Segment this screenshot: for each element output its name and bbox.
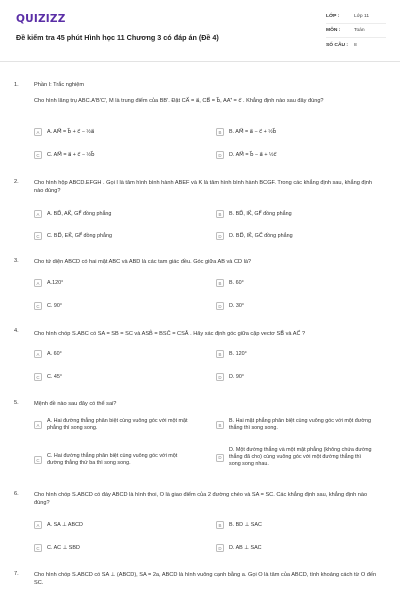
option-label: B. BD ⊥ SAC [229, 521, 262, 528]
option-key-box: C [34, 151, 42, 159]
question-1-text: Cho hình lăng trụ ABC.A'B'C', M là trung điểm của BB'. Đặt CA⃗ = a⃗, CB⃗ = b⃗, AA'⃗ = c⃗ . Khẳng định nào sau đây đúng? [34, 98, 324, 104]
question-6-option-a[interactable] [34, 521, 83, 529]
option-label: D. AB ⊥ SAC [229, 544, 262, 551]
option-label: D. BD⃗, IK⃗, GC⃗ đồng phẳng [229, 232, 293, 239]
question-1-option-d[interactable] [216, 151, 276, 159]
option-key-box: A [34, 128, 42, 136]
meta-class-label: LỚP : [326, 14, 340, 19]
option-key-box: C [34, 544, 42, 552]
option-label: C. 45° [47, 373, 63, 380]
option-label: A.120° [47, 279, 64, 286]
question-3-option-d[interactable] [216, 302, 244, 310]
question-2-text: Cho hình hộp ABCD.EFGH . Gọi I là tâm hình bình hành ABEF và K là tâm hình bình hành BCGF. Trong các khẳng định sau, khẳng định nào đúng? [34, 180, 372, 194]
meta-subject-label: MÔN : [326, 28, 341, 33]
meta-count-row [326, 38, 386, 52]
question-4-option-a[interactable] [34, 350, 62, 358]
option-label: D. 90° [229, 373, 245, 380]
option-label: C. AC ⊥ SBD [47, 544, 80, 551]
question-1-option-c[interactable] [34, 151, 94, 159]
option-key-box: D [216, 454, 224, 462]
option-key-box: D [216, 544, 224, 552]
option-label: C. AM⃗ = a⃗ + c⃗ − ½b⃗ [47, 151, 95, 158]
question-4-option-c[interactable] [34, 373, 62, 381]
option-label: B. Hai mặt phẳng phân biệt cùng vuông góc với một đường thẳng thì song song. [229, 418, 371, 431]
meta-class-value: Lớp 11 [354, 14, 370, 19]
option-key-box: B [216, 128, 224, 136]
question-1-option-b[interactable] [216, 128, 276, 136]
option-key-box: A [34, 521, 42, 529]
option-label: D. AM⃗ = b⃗ − a⃗ + ½c⃗ [229, 151, 277, 158]
question-2-option-b[interactable] [216, 210, 292, 218]
document-title: Đề kiểm tra 45 phút Hình học 11 Chương 3 có đáp án (Đề 4) [16, 33, 219, 42]
meta-class-row [326, 10, 386, 24]
option-key-box: C [34, 456, 42, 464]
option-key-box: D [216, 373, 224, 381]
question-1-number: 1. [14, 82, 19, 88]
option-label: A. SA ⊥ ABCD [47, 521, 83, 528]
question-6-option-b[interactable] [216, 521, 262, 529]
question-2-option-c[interactable] [34, 232, 112, 240]
option-key-box: C [34, 373, 42, 381]
option-key-box: D [216, 151, 224, 159]
option-key-box: B [216, 421, 224, 429]
question-1-option-a[interactable] [34, 128, 94, 136]
meta-count-label: SỐ CÂU : [326, 42, 349, 48]
meta-subject-value: Toán [354, 28, 365, 33]
question-5-option-a[interactable] [34, 418, 192, 432]
option-label: D. Một đường thẳng và một mặt phẳng (không chứa đường thẳng đã cho) cùng vuông góc với một đường thẳng thì song song nhau. [229, 447, 372, 467]
question-6-option-d[interactable] [216, 544, 262, 552]
option-key-box: A [34, 421, 42, 429]
header [0, 0, 400, 62]
option-label: B. 60° [229, 279, 244, 286]
option-label: A. AM⃗ = b⃗ + c⃗ − ½a⃗ [47, 128, 95, 135]
option-key-box: B [216, 350, 224, 358]
question-4-option-d[interactable] [216, 373, 244, 381]
meta-info [326, 10, 386, 52]
question-2-number: 2. [14, 179, 19, 185]
question-3-text: Cho tứ diện ABCD có hai mặt ABC và ABD là các tam giác đều. Góc giữa AB và CD là? [34, 259, 252, 265]
option-key-box: C [34, 232, 42, 240]
option-key-box: B [216, 279, 224, 287]
option-key-box: A [34, 279, 42, 287]
option-label: B. BD⃗, IK⃗, GF⃗ đồng phẳng [229, 210, 292, 217]
option-label: A. Hai đường thẳng phân biệt cùng vuông góc với một mặt phẳng thì song song. [47, 418, 188, 431]
question-5-text: Mệnh đề nào sau đây có thể sai? [34, 401, 117, 407]
option-label: D. 30° [229, 302, 245, 309]
question-2-option-a[interactable] [34, 210, 111, 218]
option-label: C. BD⃗, EK⃗, GF⃗ đồng phẳng [47, 232, 113, 239]
option-key-box: A [34, 210, 42, 218]
quizizz-logo: QUIZIZZ [16, 13, 66, 25]
question-3-number: 3. [14, 258, 19, 264]
meta-count-value: 8 [354, 42, 357, 48]
section-label: Phần I: Trắc nghiệm [34, 82, 85, 88]
question-5-option-d[interactable] [216, 447, 374, 468]
question-6-text: Cho hình chóp S.ABCD có đáy ABCD là hình thoi, O là giao điểm của 2 đường chéo và SA = SC. Các khẳng định sau, khẳng định nào đúng? [34, 492, 368, 506]
option-label: C. Hai đường thẳng phân biệt cùng vuông góc với một đường thẳng thứ ba thì song song. [47, 453, 178, 466]
question-2-option-d[interactable] [216, 232, 293, 240]
question-4-option-b[interactable] [216, 350, 247, 358]
option-label: B. AM⃗ = a⃗ − c⃗ + ½b⃗ [229, 128, 277, 135]
question-3-option-b[interactable] [216, 279, 244, 287]
option-key-box: D [216, 302, 224, 310]
option-key-box: A [34, 350, 42, 358]
question-7-number: 7. [14, 571, 19, 577]
option-label: C. 90° [47, 302, 63, 309]
option-label: B. 120° [229, 350, 247, 357]
question-5-option-c[interactable] [34, 453, 192, 467]
question-4-number: 4. [14, 328, 19, 334]
question-3-option-c[interactable] [34, 302, 62, 310]
option-key-box: D [216, 232, 224, 240]
question-6-option-c[interactable] [34, 544, 80, 552]
question-4-text: Cho hình chóp S.ABC có SA = SB = SC và ASB̂ = BSĈ = CSÂ . Hãy xác định góc giữa cặp vectơ SB⃗ và AC⃗ ? [34, 331, 306, 337]
question-5-number: 5. [14, 400, 19, 406]
option-key-box: B [216, 210, 224, 218]
option-label: A. BD⃗, AK⃗, GF⃗ đồng phẳng [47, 210, 112, 217]
question-3-option-a[interactable] [34, 279, 63, 287]
meta-subject-row [326, 24, 386, 38]
question-5-option-b[interactable] [216, 418, 374, 432]
option-key-box: B [216, 521, 224, 529]
option-key-box: C [34, 302, 42, 310]
question-7-text: Cho hình chóp S.ABCD có SA ⊥ (ABCD), SA = 2a, ABCD là hình vuông cạnh bằng a. Gọi O là tâm của ABCD, tính khoảng cách từ O đến SC. [34, 572, 377, 586]
question-6-number: 6. [14, 491, 19, 497]
option-label: A. 60° [47, 350, 62, 357]
